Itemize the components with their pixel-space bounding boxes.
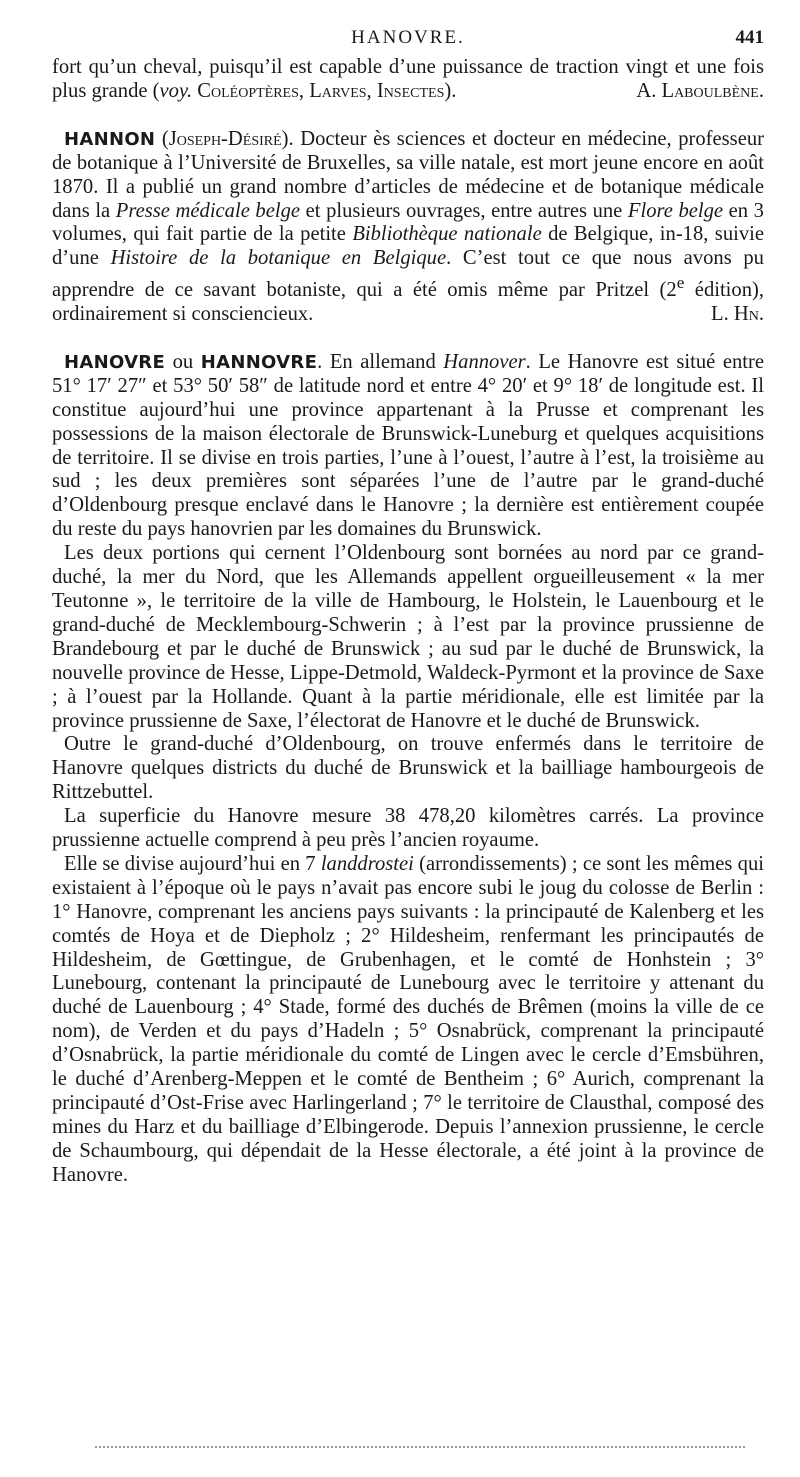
entry-hannon: HANNON (Joseph-Désiré). Docteur ès sciences et docteur en médecine, professeur de botanique à l’Université de Bruxelles, sa ville natale, est mort jeune encore en août 1870. Il a publié un grand nombre d’articles de médecine et de botanique médicale dans la Presse médicale belge et plusieurs ouvrages, entre autres une Flore belge en 3 volumes, qui fait partie de la petite Bibliothèque nationale de Belgique, in-18, suivie d’une Histoire de la botanique en Belgique. C’est tout ce que nous avons pu apprendre de ce savant botaniste, qui a été omis même par Pritzel (2e édition), ordinairement si consciencieux. L. Hn. [52, 127, 765, 326]
bottom-rule [95, 1446, 745, 1448]
cross-references: Coléoptères, Larves, Insectes [197, 79, 445, 102]
continuation-paragraph: fort qu’un cheval, puisqu’il est capable d’une puissance de traction vingt et une fois plus grande (voy. Coléoptères, Larves, Insectes). A. Laboulbène. [52, 56, 764, 102]
headword: HANOVRE [64, 351, 166, 373]
running-title: HANOVRE. [351, 27, 465, 48]
paragraph: Outre le grand-duché d’Oldenbourg, on trouve enfermés dans le territoire de Hanovre quelques districts du duché de Brunswick et la bailliage hambourgeois de Rittzebuttel. [52, 733, 764, 804]
page-number: 441 [735, 27, 764, 48]
headword: HANNON [64, 128, 156, 150]
headword-variant: HANNOVRE [200, 351, 318, 373]
page-body [52, 56, 764, 1188]
given-names: (Joseph-Désiré) [161, 127, 289, 150]
running-head [52, 26, 764, 50]
paragraph: Les deux portions qui cernent l’Oldenbourg sont bornées au nord par ce grand-duché, la mer du Nord, que les Allemands appellent orgueilleusement « la mer Teutonne », le territoire de la ville de Hambourg, le Holstein, le Lauenbourg et le grand-duché de Mecklembourg-Schwerin ; à l’est par la province prussienne de Brandebourg et par le duché de Brunswick ; au sud par le duché de Brunswick, la nouvelle province de Hesse, Lippe-Detmold, Waldeck-Pyrmont et la province de Saxe ; à l’ouest par la Hollande. Quant à la partie méridionale, elle est limitée par la province prussienne de Saxe, l’électorat de Hanovre et le duché de Brunswick. [52, 542, 764, 732]
entry-hanovre: HANOVRE ou HANNOVRE. En allemand Hannover. Le Hanovre est situé entre 51° 17′ 27″ et 53° 50′ 58″ de latitude nord et entre 4° 20′ et 9° 18′ de longitude est. Il constitue aujourd’hui une province appartenant à la Prusse et comprenant les possessions de la maison électorale de Brunswick-Luneburg et quelques acquisitions de territoire. Il se divise en trois parties, l’une à l’ouest, l’autre à l’est, la troisième au sud ; les deux premières sont séparées l’une de l’autre par le grand-duché d’Oldenbourg presque enclavé dans le Hanovre ; la dernière est entièrement coupée du reste du pays hanovrien par les domaines du Brunswick. [52, 350, 764, 541]
paragraph: Elle se divise aujourd’hui en 7 landdrostei (arrondissements) ; ce sont les mêmes qui existaient à l’époque où le pays n’avait pas encore subi le joug du colosse de Berlin : 1° Hanovre, comprenant les anciens pays suivants : la principauté de Kalenberg et les comtés de Hoya et de Diepholz ; 2° Hildesheim, renfermant les principautés de Hildesheim, de Gœttingue, de Grubenhagen, et le comté de Honhstein ; 3° Lunebourg, contenant la principauté de Lunebourg avec le territoire y attenant du duché de Lauenbourg ; 4° Stade, formé des duchés de Brêmen (moins la ville de ce nom), de Verden et du pays d’Hadeln ; 5° Osnabrück, comprenant la principauté d’Osnabrück, la partie méridionale du comté de Lingen avec le cercle d’Emsbühren, le duché d’Arenberg-Meppen et le comté de Bentheim ; 6° Aurich, comprenant la principauté d’Ost-Frise avec Harlingerland ; 7° le territoire de Clausthal, composé des mines du Harz et du bailliage d’Elbingerode. Depuis l’annexion prussienne, le cercle de Schaumbourg, qui dépendait de la Hesse électorale, a été joint à la province de Hanovre. [52, 852, 764, 1186]
paragraph: La superficie du Hanovre mesure 38 478,20 kilomètres carrés. La province prussienne actuelle comprend à peu près l’ancien royaume. [52, 805, 764, 852]
author-signature: L. Hn. [710, 303, 764, 326]
author-signature: A. Laboulbène. [636, 79, 764, 102]
